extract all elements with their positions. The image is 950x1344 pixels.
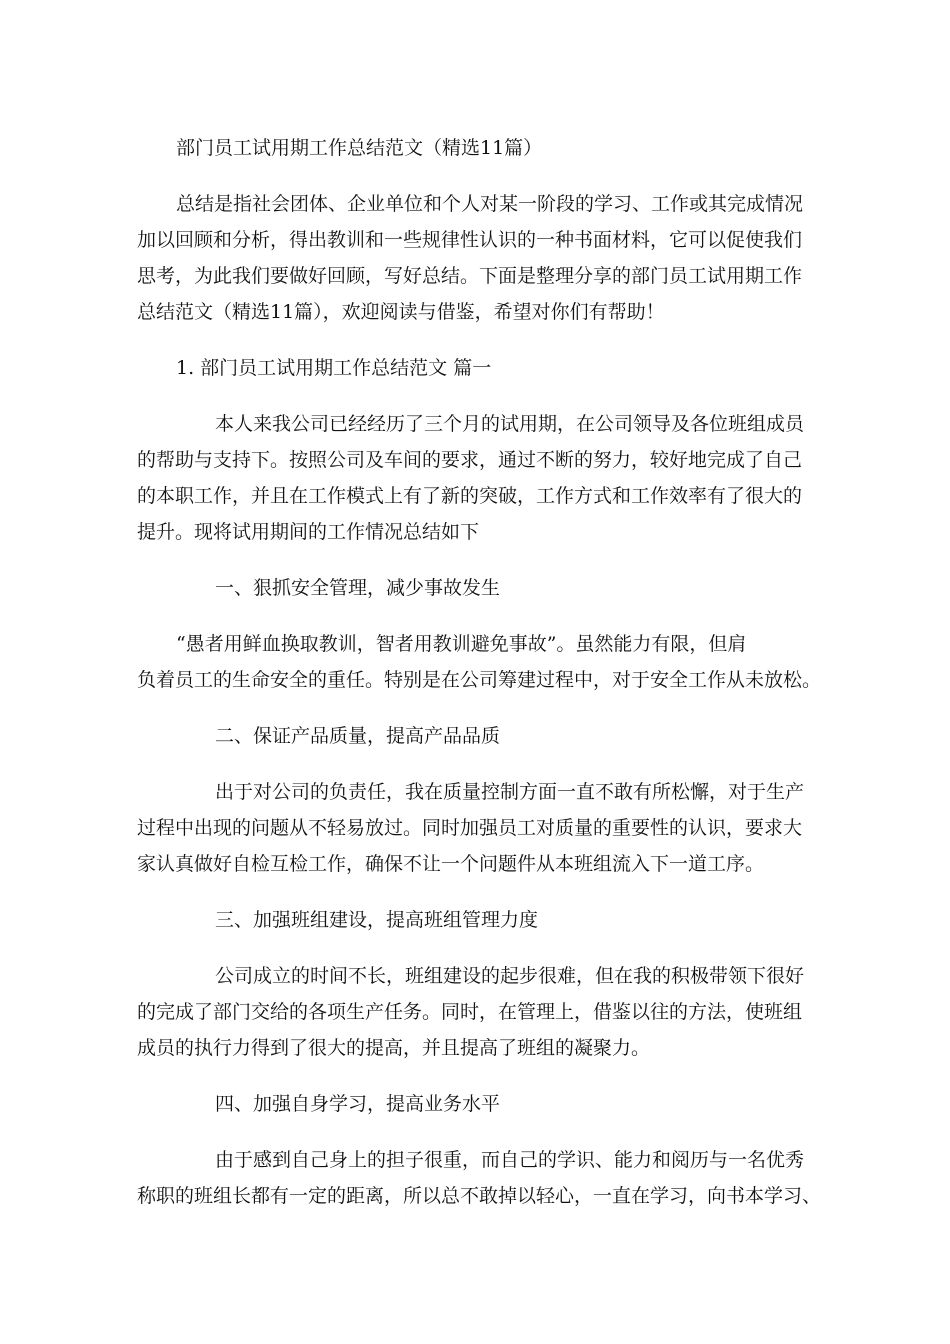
paragraph-line: 成员的执行力得到了很大的提高，并且提高了班组的凝聚力。 [137, 1037, 651, 1059]
paragraph-line: 的本职工作，并且在工作模式上有了新的突破，工作方式和工作效率有了很大的 [137, 485, 803, 507]
paragraph-line: 称职的班组长都有一定的距离，所以总不敢掉以轻心，一直在学习，向书本学习、 [137, 1185, 822, 1207]
paragraph-line: 由于感到自己身上的担子很重，而自己的学识、能力和阅历与一名优秀 [215, 1149, 805, 1171]
intro-paragraph-line: 思考，为此我们要做好回顾，写好总结。下面是整理分享的部门员工试用期工作 [137, 265, 803, 287]
document-title: 部门员工试用期工作总结范文（精选11篇） [176, 137, 543, 159]
subsection-heading: 二、保证产品质量，提高产品品质 [215, 725, 501, 747]
paragraph-line: 的完成了部门交给的各项生产任务。同时，在管理上，借鉴以往的方法，使班组 [137, 1001, 803, 1023]
paragraph-line: 的帮助与支持下。按照公司及车间的要求，通过不断的努力，较好地完成了自己 [137, 449, 803, 471]
intro-paragraph-line: 总结是指社会团体、企业单位和个人对某一阶段的学习、工作或其完成情况 [176, 193, 804, 215]
subsection-heading: 一、狠抓安全管理，减少事故发生 [215, 577, 501, 599]
paragraph-line: 公司成立的时间不长，班组建设的起步很难，但在我的积极带领下很好 [215, 965, 805, 987]
paragraph-line: 本人来我公司已经经历了三个月的试用期，在公司领导及各位班组成员 [215, 413, 805, 435]
intro-paragraph-line: 总结范文（精选11篇），欢迎阅读与借鉴，希望对你们有帮助！ [137, 301, 665, 323]
intro-paragraph-line: 加以回顾和分析，得出教训和一些规律性认识的一种书面材料，它可以促使我们 [137, 229, 803, 251]
paragraph-line: 出于对公司的负责任，我在质量控制方面一直不敢有所松懈，对于生产 [215, 781, 805, 803]
paragraph-line: “愚者用鲜血换取教训，智者用教训避免事故”。虽然能力有限，但肩 [176, 633, 747, 655]
paragraph-line: 负着员工的生命安全的重任。特别是在公司筹建过程中，对于安全工作从未放松。 [137, 669, 822, 691]
section-heading: 1. 部门员工试用期工作总结范文 篇一 [176, 357, 492, 379]
subsection-heading: 三、加强班组建设，提高班组管理力度 [215, 909, 539, 931]
subsection-heading: 四、加强自身学习，提高业务水平 [215, 1093, 501, 1115]
paragraph-line: 家认真做好自检互检工作，确保不让一个问题件从本班组流入下一道工序。 [137, 853, 765, 875]
paragraph-line: 提升。现将试用期间的工作情况总结如下 [137, 521, 480, 543]
paragraph-line: 过程中出现的问题从不轻易放过。同时加强员工对质量的重要性的认识，要求大 [137, 817, 803, 839]
